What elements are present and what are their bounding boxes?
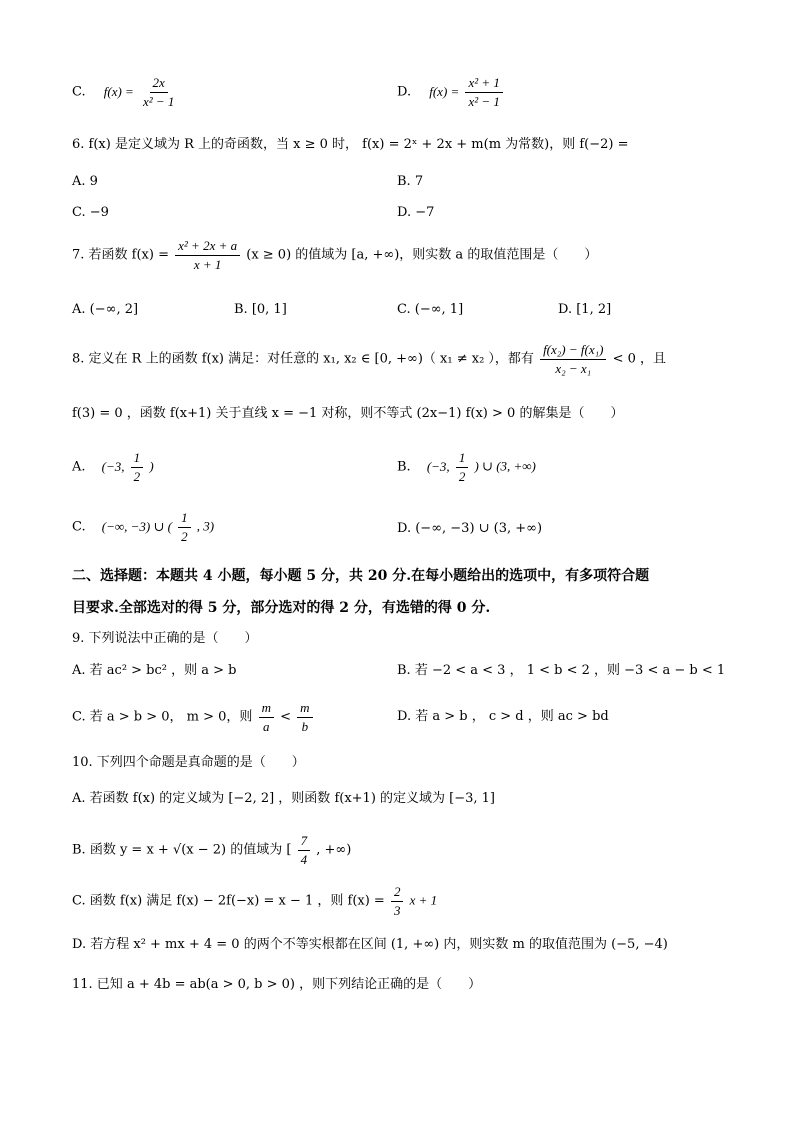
denominator: 2: [181, 528, 188, 544]
stem-text: 7. 若函数 f(x) =: [72, 247, 169, 263]
numerator: 1: [456, 450, 469, 468]
fraction: [259, 700, 274, 734]
numerator: x² + 1: [465, 75, 502, 93]
q8-option-b: [397, 450, 536, 484]
q5-option-d: [397, 75, 505, 109]
math-text: ) ∪ (3, +∞): [474, 458, 536, 474]
q9-option-b: B. 若 −2 < a < 3 ， 1 < b < 2 ，则 −3 < a − b < 1: [397, 663, 726, 678]
q8-option-a: [72, 450, 154, 484]
numerator: x² + 2x + a: [175, 238, 240, 256]
numerator: m: [297, 700, 312, 718]
option-label: D.: [397, 84, 412, 100]
q7-option-c: C. (−∞, 1]: [397, 302, 464, 317]
numerator: 7: [298, 833, 311, 851]
option-text: B. 函数 y = x + √(x − 2) 的值域为 [: [72, 842, 292, 858]
denominator: x + 1: [193, 256, 222, 272]
q7-option-d: D. [1, 2]: [558, 302, 612, 317]
q9-stem: 9. 下列说法中正确的是（ ）: [72, 631, 258, 646]
fraction: [298, 833, 311, 867]
denominator: b: [301, 718, 309, 734]
q8-stem: [72, 342, 666, 376]
numerator: 1: [131, 450, 144, 468]
q8-option-d: D. (−∞, −3) ∪ (3, +∞): [397, 521, 543, 536]
option-text: x + 1: [409, 892, 438, 908]
option-label: B.: [397, 459, 411, 475]
denominator: x² − 1: [468, 93, 500, 109]
denominator: 2: [458, 468, 466, 484]
fraction: [297, 700, 312, 734]
denominator: 3: [393, 902, 401, 918]
q10-option-b: [72, 833, 351, 867]
numerator: f(x₂) − f(x₁): [540, 342, 606, 360]
stem-text: (x ≥ 0) 的值域为 [a, +∞)，则实数 a 的取值范围是（ ）: [246, 247, 598, 263]
numerator: 2: [391, 884, 404, 902]
option-text: C. 若 a > b > 0， m > 0，则: [72, 709, 253, 725]
numerator: 1: [178, 510, 191, 528]
denominator: 4: [300, 851, 308, 867]
fraction: [175, 238, 240, 272]
math-lhs: f(x) =: [429, 83, 460, 99]
q5-option-c: [72, 75, 179, 109]
q9-option-a: A. 若 ac² > bc² ，则 a > b: [72, 663, 237, 678]
math-text: (−3,: [101, 458, 125, 474]
q6-option-a: A. 9: [72, 174, 98, 189]
option-label: C.: [72, 519, 86, 535]
math-text: (−∞, −3) ∪ (: [101, 518, 172, 534]
q6-stem: 6. f(x) 是定义域为 R 上的奇函数，当 x ≥ 0 时， f(x) = 2ˣ + 2x + m(m 为常数)，则 f(−2) =: [72, 137, 629, 152]
q9-option-c: [72, 700, 315, 734]
q7-option-b: B. [0, 1]: [234, 302, 287, 317]
q9-option-d: D. 若 a > b ， c > d ，则 ac > bd: [397, 709, 609, 724]
stem-text: < 0 ，且: [612, 351, 667, 367]
q6-option-c: C. −9: [72, 205, 109, 220]
fraction: [391, 884, 404, 918]
denominator: x₂ − x₁: [555, 360, 592, 376]
q10-option-d: D. 若方程 x² + mx + 4 = 0 的两个不等实根都在区间 (1, +∞) 内，则实数 m 的取值范围为 (−5, −4): [72, 937, 668, 952]
q8-option-c: [72, 510, 214, 544]
math-text: ): [149, 458, 154, 474]
section-heading-line2: 目要求.全部选对的得 5 分，部分选对的得 2 分，有选错的得 0 分.: [72, 600, 491, 616]
fraction: [540, 342, 606, 376]
denominator: 2: [133, 468, 141, 484]
q11-stem: 11. 已知 a + 4b = ab(a > 0, b > 0) ，则下列结论正确的是（ ）: [72, 977, 482, 992]
option-label: A.: [72, 459, 86, 475]
fraction: [178, 510, 191, 544]
section-heading-line1: 二、选择题：本题共 4 小题，每小题 5 分，共 20 分.在每小题给出的选项中，有多项符合题: [72, 568, 650, 584]
fraction: [456, 450, 469, 484]
denominator: x² − 1: [142, 93, 175, 109]
q6-option-d: D. −7: [397, 205, 435, 220]
denominator: a: [263, 718, 270, 734]
q10-option-c: [72, 884, 437, 918]
fraction: [131, 450, 144, 484]
q7-option-a: A. (−∞, 2]: [72, 302, 139, 317]
fraction: [465, 75, 502, 109]
stem-text: 8. 定义在 R 上的函数 f(x) 满足：对任意的 x₁, x₂ ∈ [0, +∞)（ x₁ ≠ x₂ ），都有: [72, 351, 534, 367]
option-label: C.: [72, 84, 86, 100]
option-text: , +∞): [316, 842, 352, 858]
numerator: m: [259, 700, 274, 718]
math-text: , 3): [196, 518, 215, 534]
math-text: <: [280, 709, 292, 725]
q10-option-a: A. 若函数 f(x) 的定义域为 [−2, 2] ，则函数 f(x+1) 的定义域为 [−3, 1]: [72, 791, 496, 806]
q10-stem: 10. 下列四个命题是真命题的是（ ）: [72, 755, 305, 770]
q8-stem-line2: f(3) = 0 ，函数 f(x+1) 关于直线 x = −1 对称，则不等式 (2x−1) f(x) > 0 的解集是（ ）: [72, 406, 624, 421]
option-text: C. 函数 f(x) 满足 f(x) − 2f(−x) = x − 1 ，则 f(x) =: [72, 893, 385, 909]
numerator: 2x: [150, 75, 168, 93]
fraction: [140, 75, 177, 109]
math-lhs: f(x) =: [103, 83, 134, 99]
math-text: (−3,: [426, 458, 450, 474]
q6-option-b: B. 7: [397, 174, 424, 189]
q7-stem: [72, 238, 597, 272]
